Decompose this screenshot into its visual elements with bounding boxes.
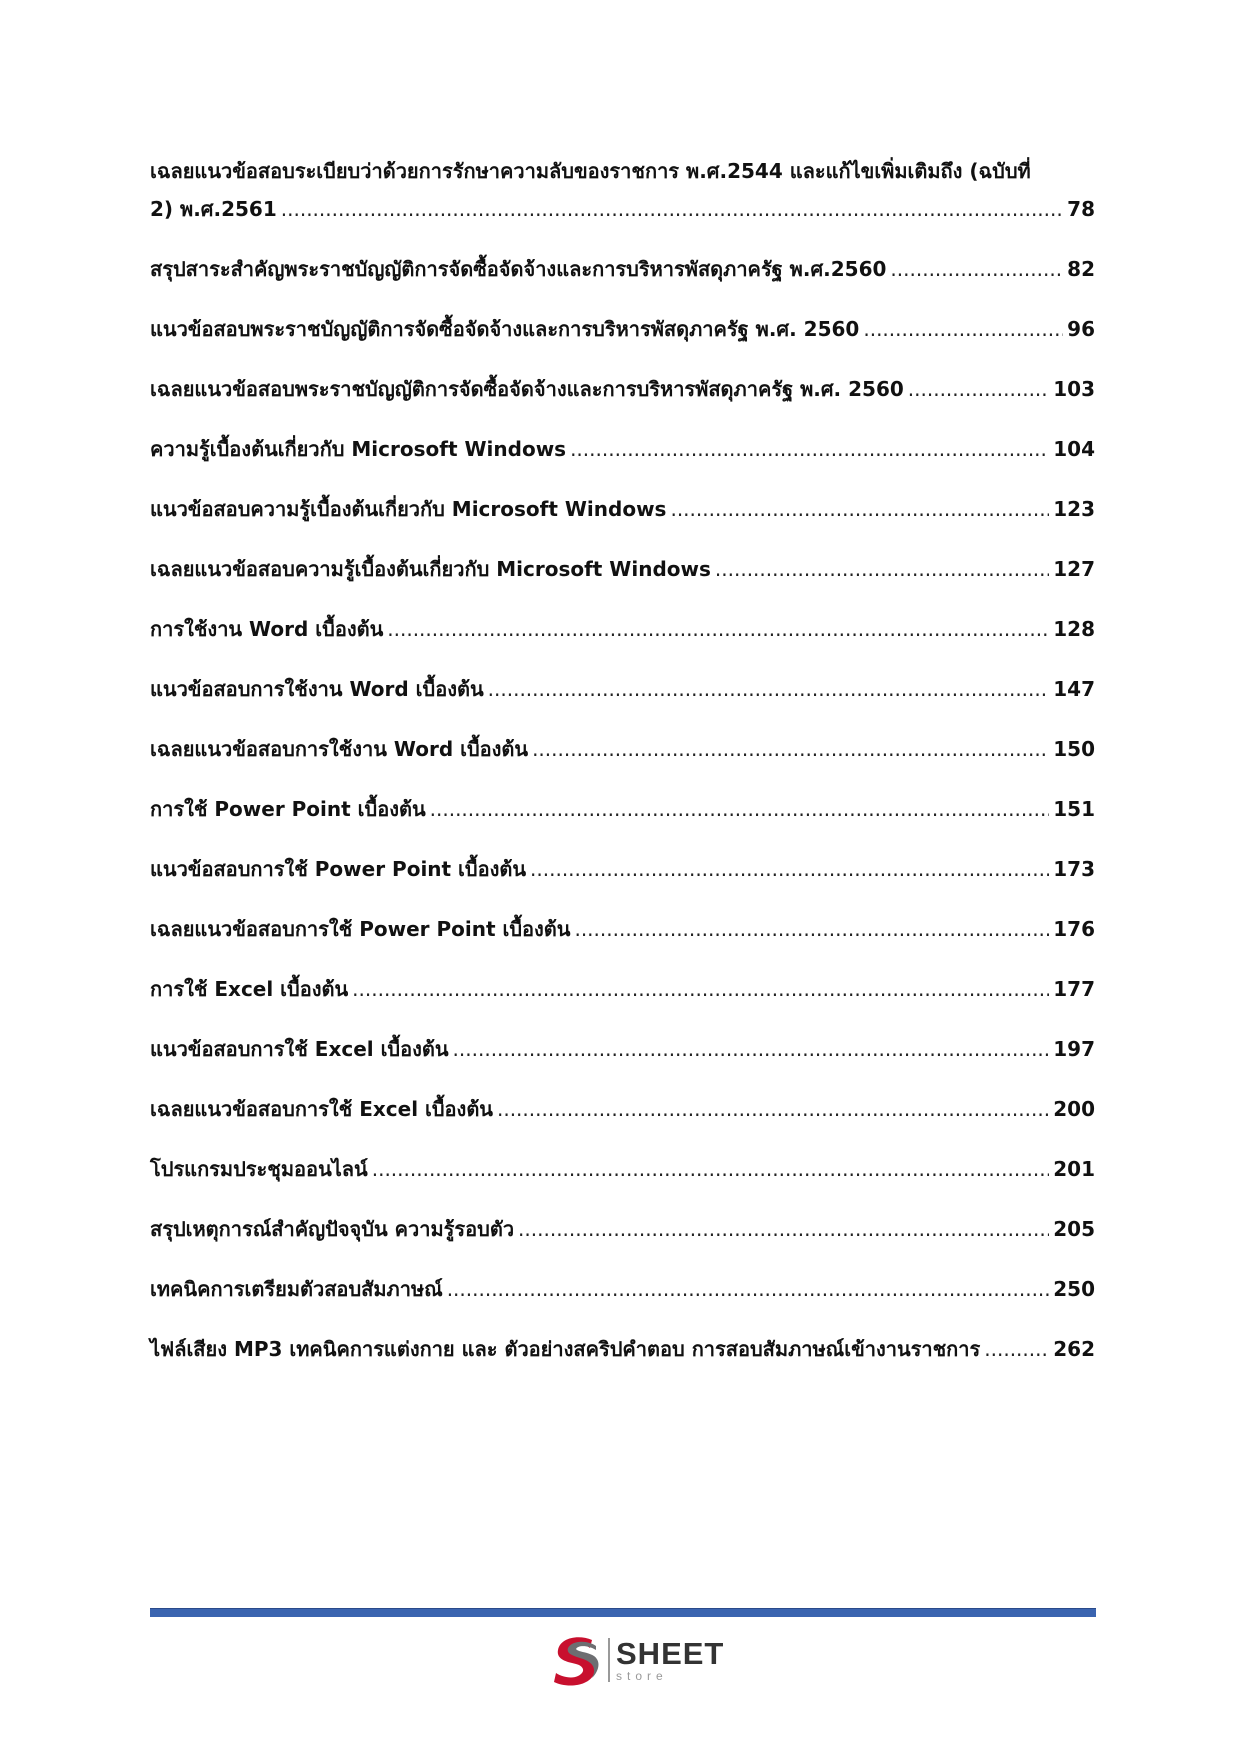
toc-entry-page: 200 bbox=[1053, 1097, 1095, 1121]
toc-entry-title: เทคนิคการเตรียมตัวสอบสัมภาษณ์ bbox=[150, 1277, 443, 1301]
toc-entry-title: โปรแกรมประชุมออนไลน์ bbox=[150, 1157, 368, 1181]
toc-entry[interactable] bbox=[150, 370, 1095, 408]
toc-entry-page: 150 bbox=[1053, 737, 1095, 761]
dot-leader bbox=[863, 310, 1063, 348]
dot-leader bbox=[281, 190, 1063, 228]
toc-entry-page: 151 bbox=[1053, 797, 1095, 821]
toc-entry-title: เฉลยแนวข้อสอบระเบียบว่าด้วยการรักษาความลับของราชการ พ.ศ.2544 และแก้ไขเพิ่มเติมถึง (ฉบับที่ bbox=[150, 159, 1031, 183]
toc-entry-page: 205 bbox=[1053, 1217, 1095, 1241]
dot-leader bbox=[497, 1090, 1049, 1128]
toc-entry-title: แนวข้อสอบพระราชบัญญัติการจัดซื้อจัดจ้างและการบริหารพัสดุภาครัฐ พ.ศ. 2560 bbox=[150, 317, 860, 341]
toc-entry-page: 201 bbox=[1053, 1157, 1095, 1181]
toc-entry-title: สรุปสาระสำคัญพระราชบัญญัติการจัดซื้อจัดจ้างและการบริหารพัสดุภาครัฐ พ.ศ.2560 bbox=[150, 257, 887, 281]
dot-leader bbox=[570, 430, 1049, 468]
toc-entry-title-continued: 2) พ.ศ.2561 bbox=[150, 197, 277, 221]
toc-entry-page: 82 bbox=[1067, 257, 1095, 281]
toc-entry-title: ความรู้เบื้องต้นเกี่ยวกับ Microsoft Windows bbox=[150, 437, 567, 461]
dot-leader bbox=[488, 670, 1050, 708]
toc-entry[interactable] bbox=[150, 610, 1095, 648]
toc-entry[interactable] bbox=[150, 490, 1095, 528]
toc-entry-page: 176 bbox=[1053, 917, 1095, 941]
sheet-store-logo bbox=[548, 1632, 724, 1688]
toc-entry-title: เฉลยแนวข้อสอบการใช้งาน Word เบื้องต้น bbox=[150, 737, 529, 761]
dot-leader bbox=[372, 1150, 1050, 1188]
toc-entry-page: 78 bbox=[1067, 197, 1095, 221]
toc-entry-page: 104 bbox=[1053, 437, 1095, 461]
toc-entry-title: การใช้ Power Point เบื้องต้น bbox=[150, 797, 426, 821]
toc-entry-page: 103 bbox=[1053, 377, 1095, 401]
toc-entry[interactable] bbox=[150, 152, 1095, 228]
toc-entry-title: การใช้งาน Word เบื้องต้น bbox=[150, 617, 384, 641]
toc-entry-page: 128 bbox=[1053, 617, 1095, 641]
dot-leader bbox=[532, 730, 1049, 768]
dot-leader bbox=[984, 1330, 1049, 1368]
toc-entry-page: 123 bbox=[1053, 497, 1095, 521]
toc-entry-page: 96 bbox=[1067, 317, 1095, 341]
toc-entry[interactable] bbox=[150, 1210, 1095, 1248]
toc-entry-title: แนวข้อสอบความรู้เบื้องต้นเกี่ยวกับ Microsoft Windows bbox=[150, 497, 667, 521]
toc-entry[interactable] bbox=[150, 1330, 1095, 1368]
toc-entry[interactable] bbox=[150, 670, 1095, 708]
toc-entry-title: การใช้ Excel เบื้องต้น bbox=[150, 977, 349, 1001]
logo-subtitle: store bbox=[616, 1669, 668, 1683]
toc-entry[interactable] bbox=[150, 1090, 1095, 1128]
toc-entry-title: ไฟล์เสียง MP3 เทคนิคการแต่งกาย และ ตัวอย่างสคริปคำตอบ การสอบสัมภาษณ์เข้างานราชการ bbox=[150, 1337, 981, 1361]
toc-entry-page: 177 bbox=[1053, 977, 1095, 1001]
dot-leader bbox=[670, 490, 1049, 528]
toc-entry-page: 147 bbox=[1053, 677, 1095, 701]
toc-entry[interactable] bbox=[150, 1030, 1095, 1068]
toc-entry-title: เฉลยแนวข้อสอบการใช้ Excel เบื้องต้น bbox=[150, 1097, 493, 1121]
toc-entry[interactable] bbox=[150, 970, 1095, 1008]
dot-leader bbox=[447, 1270, 1050, 1308]
toc-entry-page: 173 bbox=[1053, 857, 1095, 881]
toc-entry[interactable] bbox=[150, 850, 1095, 888]
toc-entry[interactable] bbox=[150, 790, 1095, 828]
toc-entry-title: สรุปเหตุการณ์สำคัญปัจจุบัน ความรู้รอบตัว bbox=[150, 1217, 515, 1241]
toc-entry[interactable] bbox=[150, 1150, 1095, 1188]
toc-entry-page: 250 bbox=[1053, 1277, 1095, 1301]
toc-entry-page: 197 bbox=[1053, 1037, 1095, 1061]
toc-entry-title: แนวข้อสอบการใช้ Power Point เบื้องต้น bbox=[150, 857, 527, 881]
toc-entry-title: แนวข้อสอบการใช้ Excel เบื้องต้น bbox=[150, 1037, 449, 1061]
dot-leader bbox=[574, 910, 1049, 948]
dot-leader bbox=[908, 370, 1049, 408]
dot-leader bbox=[890, 250, 1063, 288]
toc-entry[interactable] bbox=[150, 1270, 1095, 1308]
toc-entry[interactable] bbox=[150, 430, 1095, 468]
dot-leader bbox=[430, 790, 1050, 828]
dot-leader bbox=[530, 850, 1049, 888]
toc-entry-title: แนวข้อสอบการใช้งาน Word เบื้องต้น bbox=[150, 677, 484, 701]
toc-entry[interactable] bbox=[150, 250, 1095, 288]
toc-entry-title: เฉลยแนวข้อสอบความรู้เบื้องต้นเกี่ยวกับ Microsoft Windows bbox=[150, 557, 711, 581]
logo-wordmark: SHEET bbox=[616, 1636, 725, 1671]
toc-entry[interactable] bbox=[150, 910, 1095, 948]
toc-entry-page: 262 bbox=[1053, 1337, 1095, 1361]
toc-entry[interactable] bbox=[150, 550, 1095, 588]
dot-leader bbox=[715, 550, 1049, 588]
logo-separator bbox=[608, 1638, 610, 1682]
dot-leader bbox=[352, 970, 1049, 1008]
toc-entry-page: 127 bbox=[1053, 557, 1095, 581]
dot-leader bbox=[518, 1210, 1049, 1248]
toc-entry-title: เฉลยแนวข้อสอบพระราชบัญญัติการจัดซื้อจัดจ้างและการบริหารพัสดุภาครัฐ พ.ศ. 2560 bbox=[150, 377, 904, 401]
dot-leader bbox=[453, 1030, 1050, 1068]
footer-divider-bar bbox=[150, 1608, 1096, 1617]
toc-entry-title: เฉลยแนวข้อสอบการใช้ Power Point เบื้องต้น bbox=[150, 917, 571, 941]
toc-entry[interactable] bbox=[150, 310, 1095, 348]
sheet-store-s-icon bbox=[548, 1632, 602, 1688]
toc-entry[interactable] bbox=[150, 730, 1095, 768]
dot-leader bbox=[387, 610, 1049, 648]
table-of-contents bbox=[150, 152, 1095, 1390]
